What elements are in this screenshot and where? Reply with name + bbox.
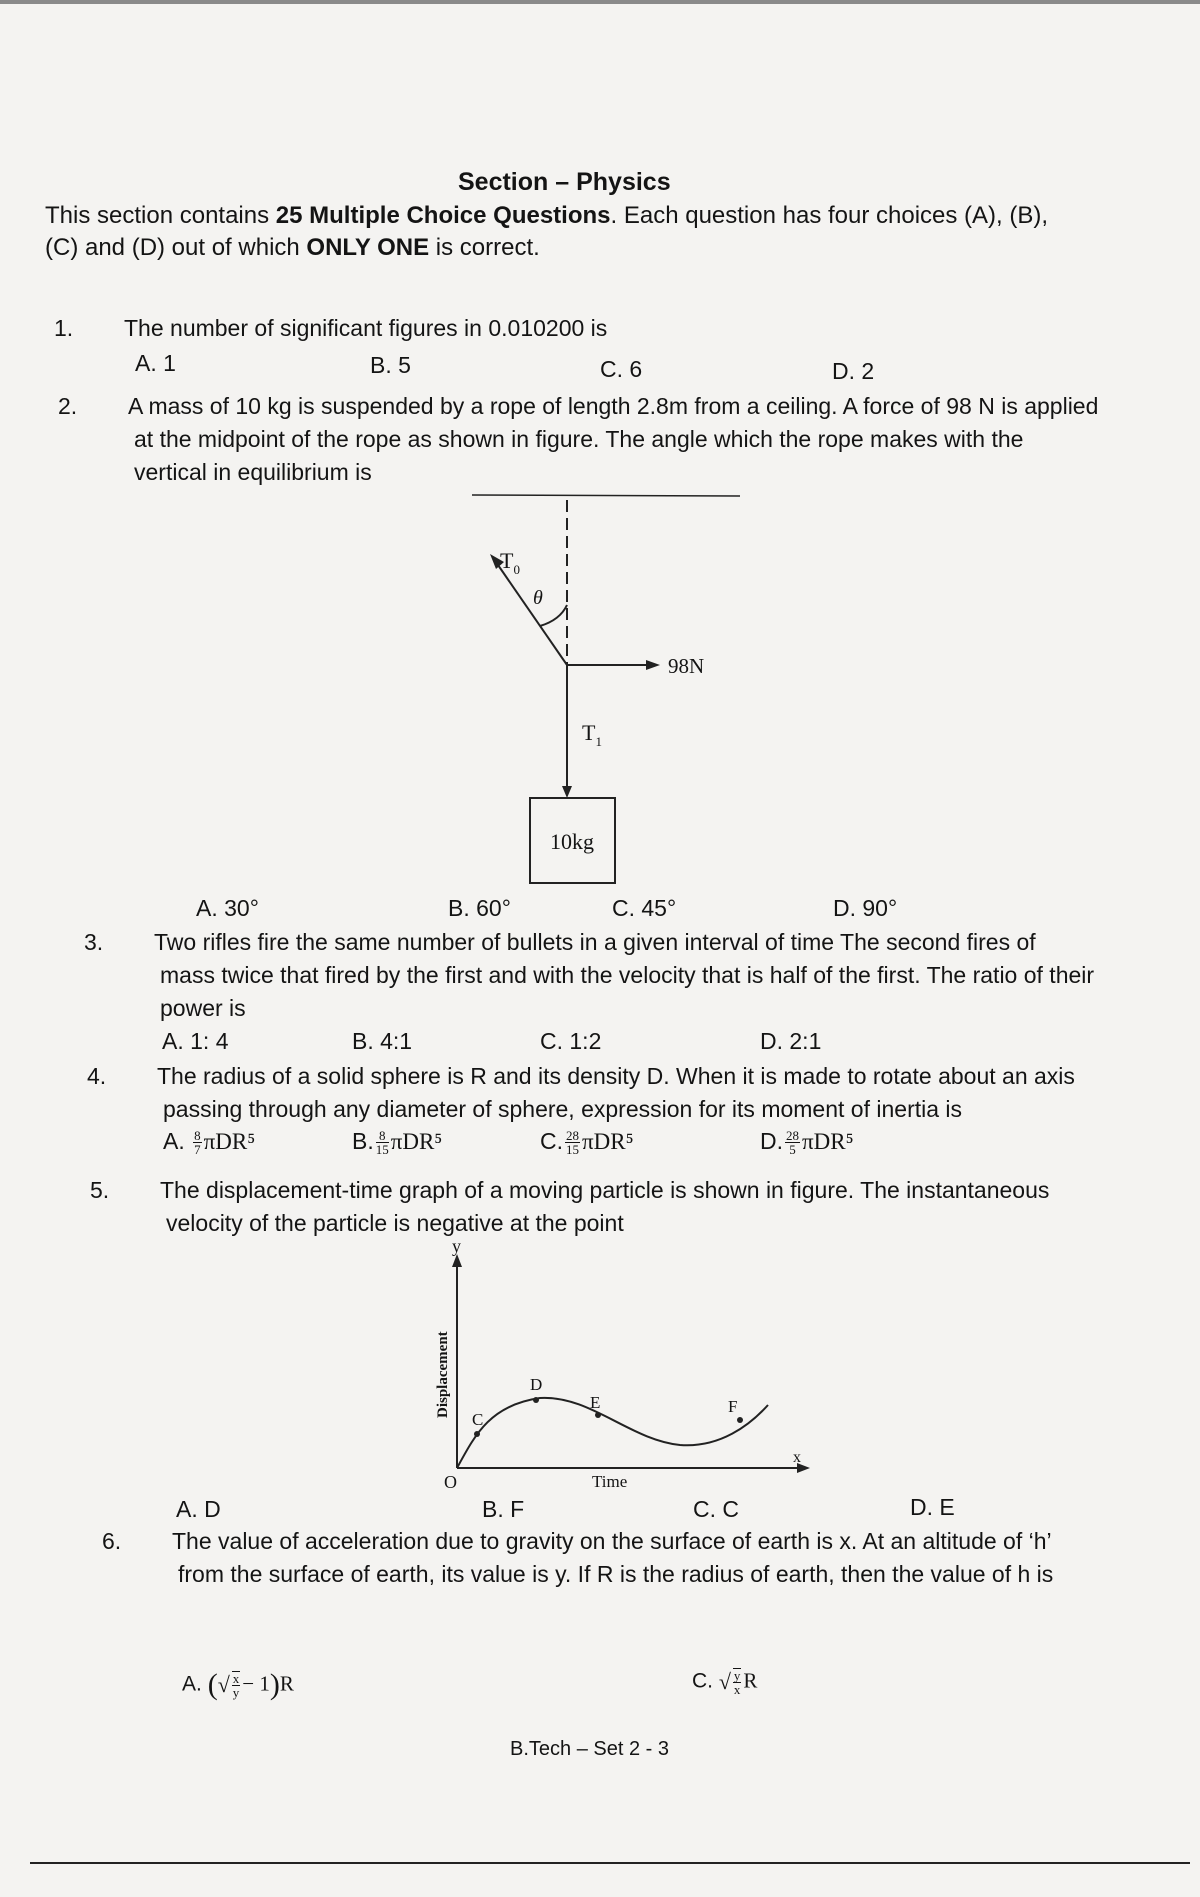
mass-label: 10kg <box>550 829 594 854</box>
angle-label: θ <box>533 587 543 609</box>
tension-lower-arrow <box>562 786 572 798</box>
question-number: 1. <box>54 315 74 341</box>
page-footer: B.Tech – Set 2 - 3 <box>510 1738 669 1760</box>
section-title: Section – Physics <box>458 168 671 196</box>
q5-option-d: D. E <box>910 1494 955 1520</box>
q3-option-c: C. 1:2 <box>540 1028 602 1054</box>
q2-option-b: B. 60° <box>448 895 511 921</box>
intro-question-count: 25 Multiple Choice Questions <box>275 202 611 229</box>
force-arrow <box>646 660 660 670</box>
question-number: 3. <box>84 929 104 955</box>
point-f-label: F <box>728 1397 738 1416</box>
question-number: 6. <box>102 1528 122 1554</box>
question-text: Two rifles fire the same number of bullets in a given interval of time The second fires of mass twice that fired by the first and with the velocity that is half of the first. The ratio of their power is <box>154 929 1095 1021</box>
question-text: The radius of a solid sphere is R and its density D. When it is made to rotate about an axis passing through any diameter of sphere, expression for its moment of inertia is <box>157 1063 1075 1122</box>
question-1 <box>54 312 1090 345</box>
q3-option-b: B. 4:1 <box>352 1028 413 1054</box>
rope-mass-figure <box>470 480 770 900</box>
point-d-label: D <box>530 1375 543 1394</box>
scan-edge-top <box>0 0 1200 4</box>
question-2 <box>58 390 1102 489</box>
q4-option-b: B. $\frac{8}{15}$ πDR⁵ <box>352 1128 443 1158</box>
question-5 <box>90 1174 1101 1240</box>
angle-arc <box>540 605 567 626</box>
q2-option-c: C. 45° <box>612 895 677 921</box>
intro-only-one: ONLY ONE <box>306 234 430 261</box>
point-f <box>737 1417 743 1423</box>
ylabel: Displacement <box>435 1331 451 1418</box>
force-label: 98N <box>668 654 705 678</box>
tension-lower-label: $T_1$ <box>582 720 602 749</box>
q6-option-c: C. √ $\frac{y}{x}$ R <box>692 1668 758 1697</box>
intro-prefix: This section contains <box>45 202 276 229</box>
displacement-curve <box>457 1398 768 1468</box>
question-text: The displacement-time graph of a moving particle is shown in figure. The instantaneous velocity of the particle is negative at the point <box>160 1177 1050 1236</box>
question-number: 5. <box>90 1177 110 1203</box>
point-e-label: E <box>590 1393 601 1412</box>
q5-option-c: C. C <box>693 1496 739 1522</box>
q5-option-a: A. D <box>176 1496 221 1522</box>
question-4 <box>87 1060 1098 1126</box>
q3-option-d: D. 2:1 <box>760 1028 822 1054</box>
q4-option-c: C. $\frac{28}{15}$ πDR⁵ <box>540 1128 634 1158</box>
question-number: 4. <box>87 1063 107 1089</box>
q2-option-d: D. 90° <box>833 895 898 921</box>
rope-upper <box>498 565 567 665</box>
displacement-time-graph <box>430 1240 820 1490</box>
intro-middle: . Each question has four choices (A), (B), (C) and (D) out of which <box>45 202 1049 261</box>
xlabel: Time <box>592 1472 628 1490</box>
point-c <box>474 1431 480 1437</box>
q1-option-d: D. 2 <box>832 358 875 384</box>
question-text: The value of acceleration due to gravity on the surface of earth is x. At an altitude of ‘h’ from the surface of earth, its value is y. If R is the radius of earth, then the value of h is <box>172 1528 1054 1587</box>
q2-option-a: A. 30° <box>196 895 259 921</box>
question-text: A mass of 10 kg is suspended by a rope of length 2.8m from a ceiling. A force of 98 N is applied at the midpoint of the rope as shown in figure. The angle which the rope makes with the vertical in equilibrium is <box>128 393 1099 485</box>
q3-option-a: A. 1: 4 <box>162 1028 229 1054</box>
q1-option-b: B. 5 <box>370 352 411 378</box>
ceiling-line <box>472 495 740 496</box>
section-intro <box>45 200 1065 264</box>
x-axis-label: x <box>793 1449 801 1466</box>
tension-upper-label: $T_0$ <box>500 548 520 577</box>
point-c-label: C <box>472 1410 484 1429</box>
question-text: The number of significant figures in 0.010200 is <box>124 315 608 341</box>
q4-option-a: A. $\frac{8}{7}$ πDR⁵ <box>163 1128 256 1158</box>
scan-edge-bottom <box>30 1862 1190 1864</box>
question-number: 2. <box>58 393 78 419</box>
point-e <box>595 1412 601 1418</box>
origin-label: O <box>444 1472 457 1490</box>
q1-option-a: A. 1 <box>135 350 176 376</box>
q6-option-a: A. (√ $\frac{x}{y}$ − 1)R <box>182 1668 294 1701</box>
q1-option-c: C. 6 <box>600 356 643 382</box>
q5-option-b: B. F <box>482 1496 525 1522</box>
question-6 <box>102 1525 1098 1591</box>
point-d <box>533 1397 539 1403</box>
intro-suffix: is correct. <box>429 234 540 261</box>
question-3 <box>84 926 1095 1025</box>
y-axis-label: y <box>452 1240 461 1256</box>
q4-option-d: D. $\frac{28}{5}$ πDR⁵ <box>760 1128 854 1158</box>
